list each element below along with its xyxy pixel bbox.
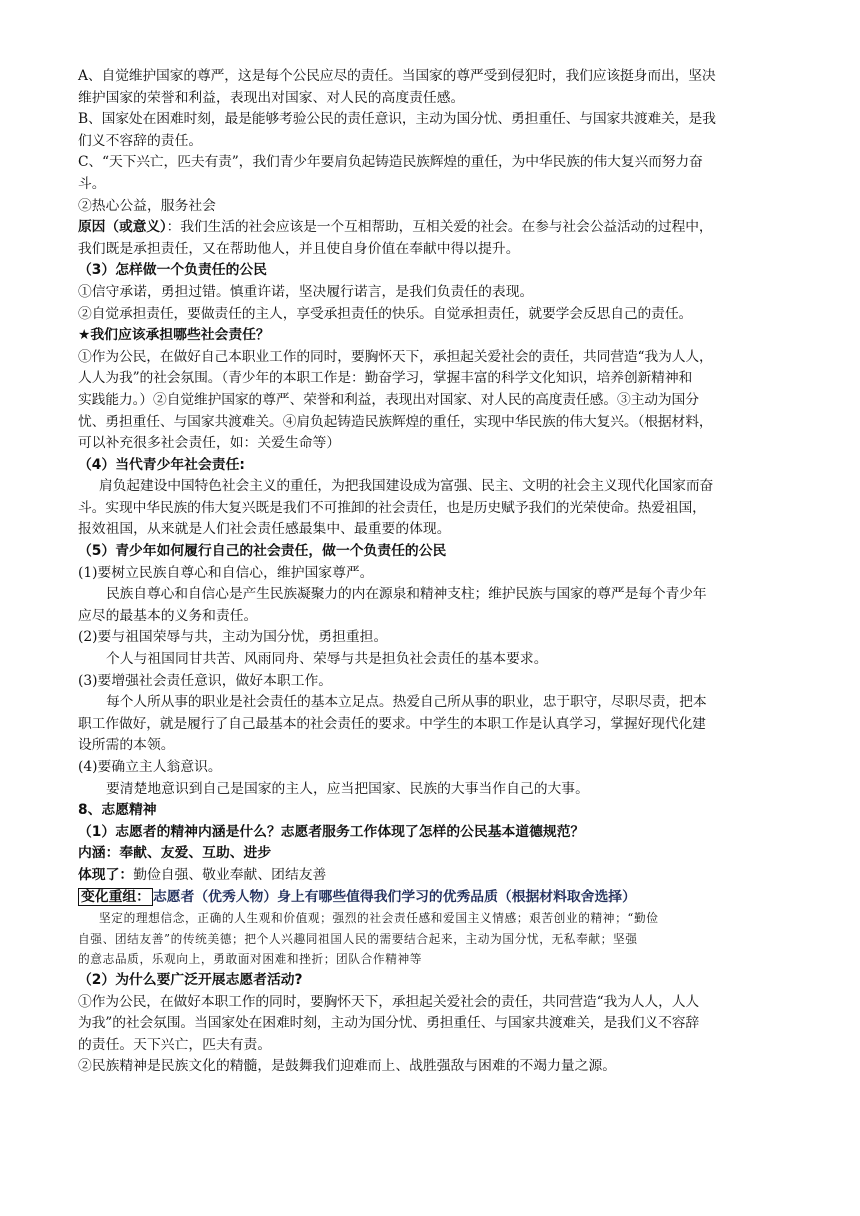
text-line: 职工作做好，就是履行了自己最基本的社会责任的要求。中学生的本职工作是认真学习，掌握好现代化建 — [78, 715, 706, 732]
embody-label: 体现了： — [78, 866, 134, 883]
text-line: ①信守承诺，勇担过错。慎重许诺，坚决履行诺言，是我们负责任的表现。 — [78, 283, 534, 300]
text-line: (1)要树立民族自尊心和自信心，维护国家尊严。 — [78, 564, 374, 581]
text-line: ②民族精神是民族文化的精髓，是鼓舞我们迎难而上、战胜强敌与困难的不竭力量之源。 — [78, 1058, 617, 1075]
document-page — [78, 66, 785, 1078]
text-line: B、国家处在困难时刻，最是能够考验公民的责任意识，主动为国分忧、勇担重任、与国家共渡难关，是我 — [78, 111, 716, 128]
reason-label: 原因（或意义） — [78, 219, 167, 236]
text-line: 的责任。天下兴亡，匹夫有责。 — [78, 1036, 272, 1053]
section-heading: （1）志愿者的精神内涵是什么？志愿者服务工作体现了怎样的公民基本道德规范？ — [78, 823, 585, 840]
text-line — [78, 217, 785, 239]
text-line: ①作为公民，在做好自己本职业工作的同时，要胸怀天下，承担起关爱社会的责任，共同营造“我为人人， — [78, 348, 713, 365]
text-line: 可以补充很多社会责任，如：关爱生命等） — [78, 435, 341, 452]
text-line — [78, 865, 785, 887]
text-line: 忧、勇担重任、与国家共渡难关。④肩负起铸造民族辉煌的重任，实现中华民族的伟大复兴。（根据材料， — [78, 413, 713, 430]
text-line: ②热心公益，服务社会 — [78, 197, 216, 214]
text-line: (3)要增强社会责任意识，做好本职工作。 — [78, 672, 333, 689]
text-line: A、自觉维护国家的尊严，这是每个公民应尽的责任。当国家的尊严受到侵犯时，我们应该挺身而出，坚决 — [78, 68, 716, 84]
text-line: 应尽的最基本的义务和责任。 — [78, 607, 258, 624]
text-line: 设所需的本领。 — [78, 737, 175, 754]
section-heading: （2）为什么要广泛开展志愿者活动? — [78, 971, 303, 988]
embody-text: 勤俭自强、敬业奉献、团结友善 — [133, 866, 327, 883]
text-line: 斗。 — [78, 175, 106, 192]
text-line: 坚定的理想信念，正确的人生观和价值观；强烈的社会责任感和爱国主义情感；艰苦创业的精神；“勤俭 — [99, 911, 659, 926]
section-heading: 8、志愿精神 — [78, 802, 157, 819]
text-line: 报效祖国，从来就是人们社会责任感最集中、最重要的体现。 — [78, 521, 451, 538]
section-heading: ★我们应该承担哪些社会责任？ — [78, 327, 270, 344]
text-line: ①作为公民，在做好本职工作的同时，要胸怀天下，承担起关爱社会的责任，共同营造“我为人人，人人 — [78, 993, 700, 1010]
text-line: 们义不容辞的责任。 — [78, 132, 203, 149]
section-heading: 内涵：奉献、友爱、互助、进步 — [78, 845, 272, 862]
text-line: 维护国家的荣誉和利益，表现出对国家、对人民的高度责任感。 — [78, 89, 465, 106]
text-line: 的意志品质，乐观向上，勇敢面对困难和挫折；团队合作精神等 — [78, 952, 423, 967]
text-line: 要清楚地意识到自己是国家的主人，应当把国家、民族的大事当作自己的大事。 — [106, 780, 589, 797]
text-line — [78, 887, 785, 909]
text-line: 民族自尊心和自信心是产生民族凝聚力的内在源泉和精神支柱；维护民族与国家的尊严是每个青少年 — [106, 586, 707, 603]
text-line: 每个人所从事的职业是社会责任的基本立足点。热爱自己所从事的职业，忠于职守，尽职尽责，把本 — [106, 694, 707, 711]
section-heading: （4）当代青少年社会责任: — [78, 456, 245, 473]
text-line: 自强、团结友善”的传统美德；把个人兴趣同祖国人民的需要结合起来，主动为国分忧，无私奉献；坚强 — [78, 931, 638, 946]
text-line: 肩负起建设中国特色社会主义的重任，为把我国建设成为富强、民主、文明的社会主义现代化国家而奋 — [99, 478, 714, 495]
text-line: 为我”的社会氛围。当国家处在困难时刻，主动为国分忧、勇担重任、与国家共渡难关，是我们义不容辞 — [78, 1015, 700, 1032]
section-heading: （3）怎样做一个负责任的公民 — [78, 262, 267, 279]
variation-box-label: 变化重组： — [78, 888, 153, 906]
text-line: ②自觉承担责任，要做责任的主人，享受承担责任的快乐。自觉承担责任，就要学会反思自己的责任。 — [78, 305, 693, 322]
section-heading: （5）青少年如何履行自己的社会责任，做一个负责任的公民 — [78, 543, 447, 560]
text-line: C、“天下兴亡，匹夫有责”，我们青少年要肩负起铸造民族辉煌的重任，为中华民族的伟大复兴而努力奋 — [78, 154, 703, 171]
text-line: (4)要确立主人翁意识。 — [78, 759, 222, 775]
text-line: 斗。实现中华民族的伟大复兴既是我们不可推卸的社会责任，也是历史赋予我们的光荣使命。热爱祖国， — [78, 499, 706, 516]
reason-text: ：我们生活的社会应该是一个互相帮助，互相关爱的社会。在参与社会公益活动的过程中， — [166, 219, 713, 236]
text-line: 实践能力。）②自觉维护国家的尊严、荣誉和利益，表现出对国家、对人民的高度责任感。③主动为国分 — [78, 391, 699, 408]
variation-question: 志愿者（优秀人物）身上有哪些值得我们学习的优秀品质（根据材料取舍选择） — [152, 888, 636, 905]
text-line: (2)要与祖国荣辱与共，主动为国分忧，勇担重担。 — [78, 629, 388, 646]
text-line: 人人为我”的社会氛围。（青少年的本职工作是：勤奋学习，掌握丰富的科学文化知识，培养创新精神和 — [78, 370, 693, 387]
text-line: 我们既是承担责任，又在帮助他人，并且使自身价值在奉献中得以提升。 — [78, 240, 520, 257]
text-line: 个人与祖国同甘共苦、风雨同舟、荣辱与共是担负社会责任的基本要求。 — [106, 651, 548, 668]
